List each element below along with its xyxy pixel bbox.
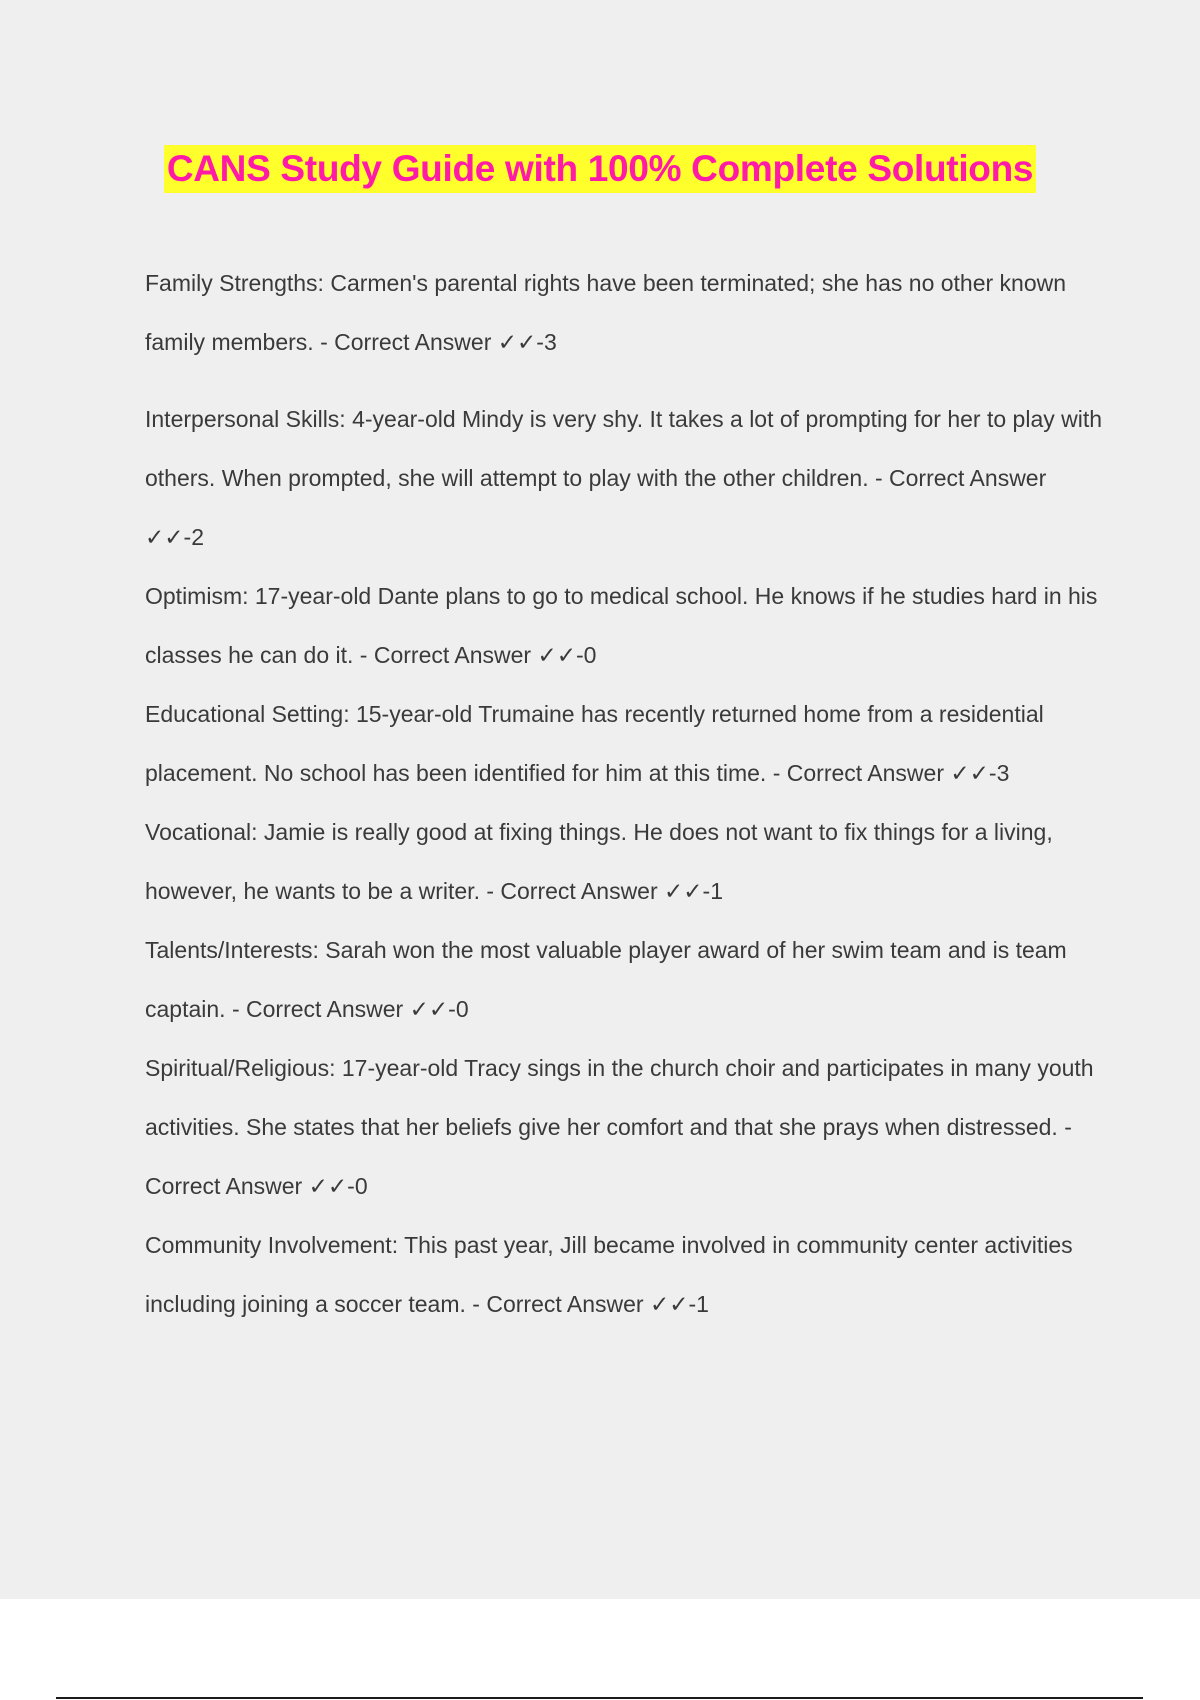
qa-question: Vocational: Jamie is really good at fixing things. He does not want to fix things for a living, however, he wants to be a writer. [145,819,1053,904]
qa-item [145,803,1105,921]
qa-answer: 0 [455,996,469,1022]
qa-answer-prefix: - Correct Answer ✓✓- [766,760,997,786]
qa-item [145,921,1105,1039]
qa-answer: 1 [696,1291,709,1317]
qa-item [145,685,1105,803]
qa-question: Optimism: 17-year-old Dante plans to go to medical school. He knows if he studies hard in his classes he can do it. [145,583,1098,668]
qa-question: Educational Setting: 15-year-old Trumaine has recently returned home from a residential placement. No school has been identified for him at this time. [145,701,1044,786]
next-page-rule [56,1697,1143,1699]
qa-answer: 1 [710,878,724,904]
title-container [0,145,1200,193]
qa-answer: 0 [583,642,597,668]
qa-answer-prefix: - Correct Answer ✓✓- [145,1114,1072,1199]
qa-item [145,254,1105,372]
qa-item [145,567,1105,685]
qa-answer: 3 [996,760,1010,786]
qa-item [145,1216,1105,1334]
qa-answer: 0 [354,1173,368,1199]
qa-item [145,390,1105,567]
qa-answer-prefix: - Correct Answer ✓✓- [353,642,584,668]
qa-answer: 3 [543,329,557,355]
qa-answer-prefix: - Correct Answer ✓✓- [465,1291,697,1317]
qa-answer-prefix: - Correct Answer ✓✓- [145,465,1047,550]
qa-answer-prefix: - Correct Answer ✓✓- [479,878,711,904]
qa-question: Family Strengths: Carmen's parental rights have been terminated; she has no other known family members. [145,270,1067,355]
qa-answer: 2 [191,524,204,550]
document-title: CANS Study Guide with 100% Complete Solutions [164,145,1036,193]
qa-question: Talents/Interests: Sarah won the most valuable player award of her swim team and is team captain. [145,937,1067,1022]
qa-question: Interpersonal Skills: 4-year-old Mindy is very shy. It takes a lot of prompting for her to play with others. When prompted, she will attempt to play with the other children. [145,406,1103,491]
qa-answer-prefix: - Correct Answer ✓✓- [225,996,456,1022]
qa-item [145,1039,1105,1216]
page-gap [0,1599,1200,1700]
qa-question: Spiritual/Religious: 17-year-old Tracy sings in the church choir and participates in many youth activities. She states that her beliefs give her comfort and that she prays when distressed. [145,1055,1094,1140]
qa-question: Community Involvement: This past year, Jill became involved in community center activities including joining a soccer team. [145,1232,1073,1317]
qa-answer-prefix: - Correct Answer ✓✓- [313,329,544,355]
qa-list [145,254,1105,1334]
